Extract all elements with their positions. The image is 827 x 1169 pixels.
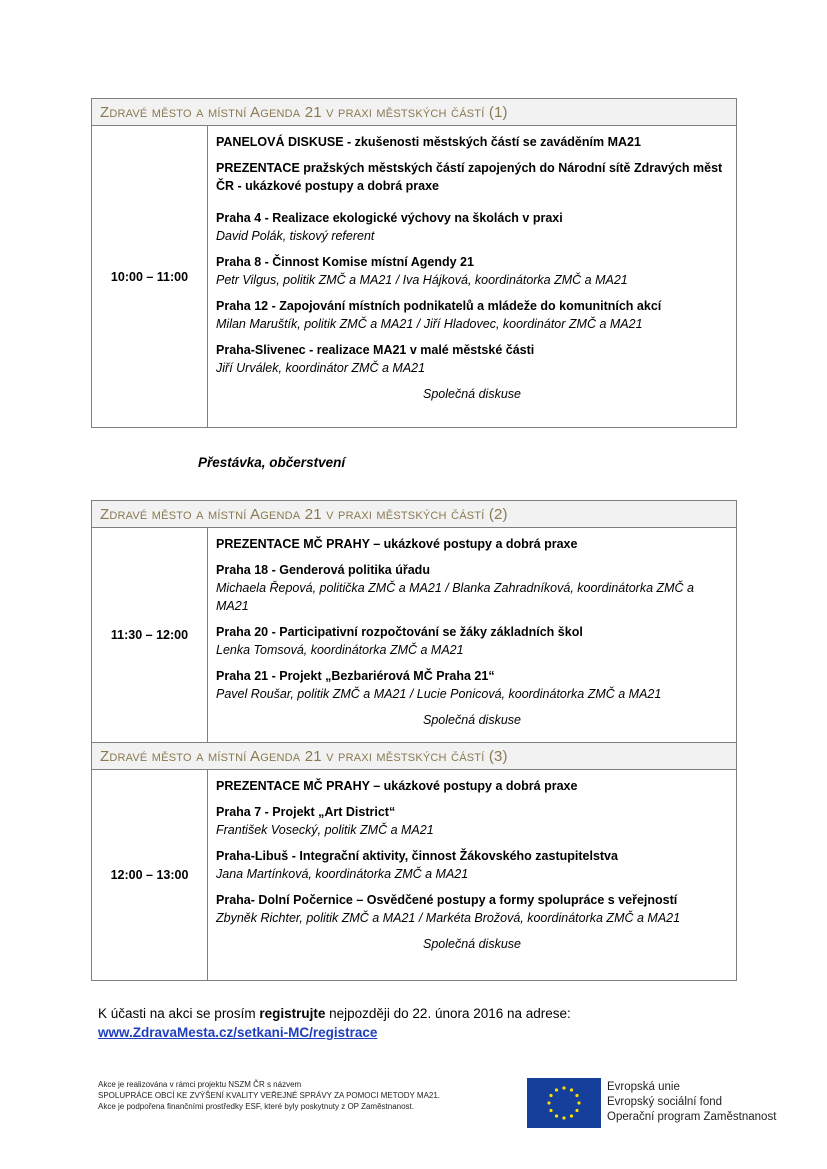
program-block-2 bbox=[91, 500, 737, 981]
presentation-line: PREZENTACE MČ PRAHY – ukázkové postupy a dobrá praxe bbox=[216, 779, 578, 793]
block-title: Zdravé město a místní Agenda 21 v praxi městských částí (3) bbox=[92, 742, 736, 770]
closing-discussion: Společná diskuse bbox=[423, 937, 521, 951]
agenda-item: Praha 20 - Participativní rozpočtování se žáky základních škol Lenka Tomsová, koordinátorka ZMČ a MA21 bbox=[216, 625, 583, 657]
eu-flag-icon bbox=[527, 1078, 601, 1128]
time-slot: 11:30 – 12:00 bbox=[92, 528, 208, 742]
agenda-item: Praha-Slivenec - realizace MA21 v malé městské části Jiří Urválek, koordinátor ZMČ a MA21 bbox=[216, 343, 535, 375]
agenda-item: Praha 21 - Projekt „Bezbariérová MČ Praha 21“ Pavel Roušar, politik ZMČ a MA21 / Lucie Ponicová, koordinátorka ZMČ a MA21 bbox=[216, 669, 662, 701]
block-title: Zdravé město a místní Agenda 21 v praxi městských částí (1) bbox=[92, 99, 736, 126]
closing-discussion: Společná diskuse bbox=[423, 713, 521, 727]
registration-link[interactable]: www.ZdravaMesta.cz/setkani-MC/registrace bbox=[98, 1025, 378, 1040]
block-title: Zdravé město a místní Agenda 21 v praxi městských částí (2) bbox=[92, 501, 736, 528]
break-text: Přestávka, občerstvení bbox=[198, 455, 346, 470]
presentation-line: PREZENTACE MČ PRAHY – ukázkové postupy a dobrá praxe bbox=[216, 537, 578, 551]
agenda-item: Praha 8 - Činnost Komise místní Agendy 21 Petr Vilgus, politik ZMČ a MA21 / Iva Hájková, koordinátorka ZMČ a MA21 bbox=[216, 255, 628, 287]
footer-text: Akce je realizována v rámci projektu NSZM ČR s názvem SPOLUPRÁCE OBCÍ KE ZVÝŠENÍ KVALITY VEŘEJNÉ SPRÁVY ZA POMOCI METODY MA21. Akce je podpořena finančními prostředky ESF, které byly poskytnuty z OP Zaměstnanost. bbox=[98, 1080, 441, 1111]
agenda-item: Praha-Libuš - Integrační aktivity, činnost Žákovského zastupitelstva Jana Martínková, koordinátorka ZMČ a MA21 bbox=[216, 849, 618, 881]
time-slot: 10:00 – 11:00 bbox=[92, 126, 208, 427]
panel-line: PANELOVÁ DISKUSE - zkušenosti městských částí se zaváděním MA21 bbox=[216, 135, 641, 149]
eu-program-label: Evropská unie Evropský sociální fond Operační program Zaměstnanost bbox=[607, 1081, 777, 1123]
program-block-1 bbox=[91, 98, 737, 428]
presentation-line: PREZENTACE pražských městských částí zapojených do Národní sítě Zdravých měst ČR - ukázkové postupy a dobrá praxe bbox=[216, 161, 723, 193]
registration-note: K účasti na akci se prosím registrujte nejpozději do 22. února 2016 na adrese: www.ZdravaMesta.cz/setkani-MC/registrace bbox=[98, 1006, 571, 1040]
agenda-item: Praha- Dolní Počernice – Osvědčené postupy a formy spolupráce s veřejností Zbyněk Richter, politik ZMČ a MA21 / Markéta Brožová, koordinátorka ZMČ a MA21 bbox=[216, 893, 681, 925]
time-slot: 12:00 – 13:00 bbox=[92, 770, 208, 980]
agenda-item: Praha 12 - Zapojování místních podnikatelů a mládeže do komunitních akcí Milan Maruštík, politik ZMČ a MA21 / Jiří Hladovec, koordinátor ZMČ a MA21 bbox=[216, 299, 662, 331]
agenda-item: Praha 4 - Realizace ekologické výchovy na školách v praxi David Polák, tiskový referent bbox=[216, 211, 563, 243]
agenda-item: Praha 7 - Projekt „Art District“ František Vosecký, politik ZMČ a MA21 bbox=[216, 805, 434, 837]
closing-discussion: Společná diskuse bbox=[423, 387, 521, 401]
agenda-item: Praha 18 - Genderová politika úřadu Michaela Řepová, politička ZMČ a MA21 / Blanka Zahradníková, koordinátorka ZMČ a MA21 bbox=[216, 563, 694, 613]
program-block-3 bbox=[92, 770, 736, 980]
